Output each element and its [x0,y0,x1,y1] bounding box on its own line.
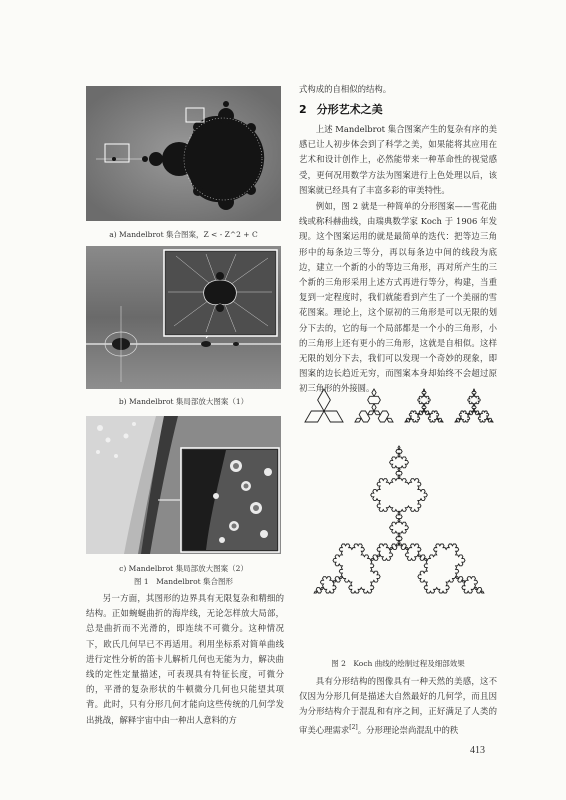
section-number: 2 [299,103,307,116]
figure-1c-zoom [86,416,281,554]
mandelbrot-zoom-image-2 [86,416,281,554]
section-heading [299,101,497,117]
mandelbrot-zoom-image-1 [86,246,281,389]
figure-1a-caption: a) Mandelbrot 集合图案，Z < - Z^2 + C [109,230,258,239]
figure-1b-zoom [86,246,281,389]
paragraph-2: 例如，图 2 就是一种简单的分形图案——雪花曲线或称科赫曲线，由瑞典数学家 Koch 于 1906 年发现。这个图案运用的就是最简单的迭代：把等边三角形中的每条边三等分，再以每条边中间的线段为底边，建立一个新的小的等边三角形，再对所产生的三个新的三角形采用上述方式再进行等分，构建，当重复到一定程度时，我们就能看到产生了一个美丽的雪花图案。理论上，这个原初的三角形是可以无限的划分下去的，它的每一个局部都是一个小的三角形，小的三角形上还有更小的三角形，这就是自相似。这样无限的划分下去，我们可以发现一个奇妙的现象，即图案的边长趋近无穷，而图案本身却始终不会超过原初三角形的外接圆。 [299,201,497,394]
paragraph-3 [299,674,497,738]
continuation-line: 式构成的自相似的结构。 [299,84,392,94]
figure-2-caption: 图 2 Koch 曲线的绘制过程及细部效果 [331,659,465,668]
paragraph-1: 上述 Mandelbrot 集合图案产生的复杂有序的美感已让人初步体会到了科学之美，如果能将其应用在艺术和设计创作上，必然能带来一种革命性的视觉感受，更何况用数学方法为图案进行上色处理以后，该图案就已经具有了丰富多彩的审美特性。 [299,124,497,195]
citation-ref: [2] [349,723,358,731]
figure-1b-caption: b) Mandelbrot 集局部放大图案（1） [118,397,249,406]
koch-detail-large [314,446,484,593]
figure-1-caption: 图 1 Mandelbrot 集合图形 [133,577,234,586]
mandelbrot-set-image [86,86,281,221]
figure-2-koch [299,382,499,652]
koch-iteration-2 [355,389,393,422]
koch-iteration-3 [405,389,443,422]
koch-iteration-4 [455,389,493,422]
koch-curve-drawing [299,382,499,652]
koch-iteration-1 [305,389,343,422]
paragraph-3-text: 具有分形结构的图像具有一种天然的美感，这不仅因为分形几何是描述大自然最好的几何学，而且因为分形结构介于混乱和有序之间，正好满足了人类的审美心理需求 [299,676,497,735]
figure-1a-mandelbrot [86,86,281,221]
left-column-paragraph: 另一方面，其图形的边界具有无限复杂和精细的结构。正如蜿蜒曲折的海岸线，无论怎样放大局部，总是曲折而不光滑的，即连续不可微分。这种情况下，欧氏几何早已不再适用。利用坐标系对简单曲线进行定性分析的笛卡儿解析几何也无能为力，解决曲线的定性定量描述，可表现具有特征长度，可微分的，平滑的复杂形状的牛顿微分几何也只能望其项背。此时，只有分形几何才能向这些传统的几何学发出挑战，解释宇宙中由一种出人意料的方 [86,593,284,725]
paragraph-3-text-end: 。分形理论崇尚混乱中的秩 [357,724,459,735]
page-number: 413 [470,745,485,756]
figure-1c-caption: c) Mandelbrot 集局部放大图案（2） [119,564,248,573]
section-title: 分形艺术之美 [316,103,383,116]
